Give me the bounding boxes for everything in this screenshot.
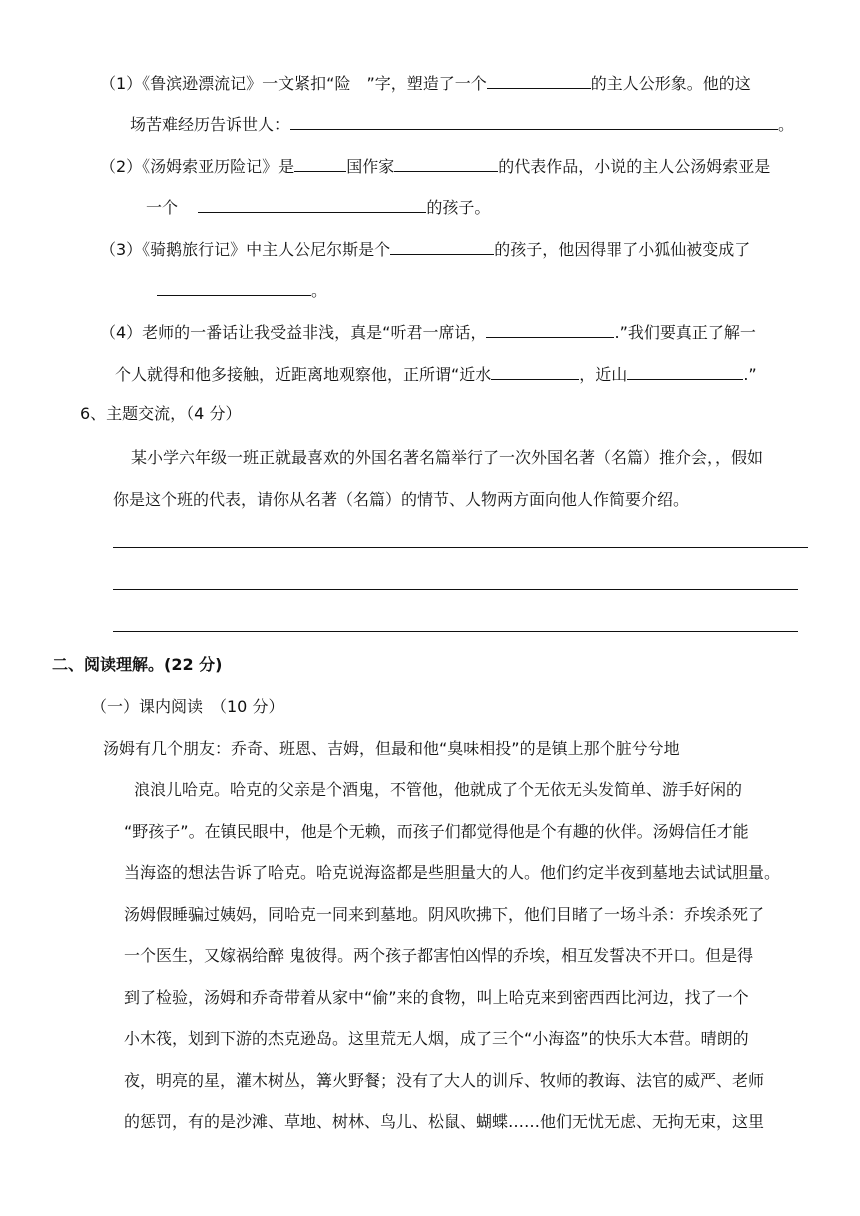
passage-line: 一个医生，又嫁祸给醉 鬼彼得。两个孩子都害怕凶悍的乔埃，相互发誓决不开口。但是得: [124, 946, 754, 965]
passage-line: 的惩罚，有的是沙滩、草地、树林、鸟儿、松鼠、蝴蝶……他们无忧无虑、无拘无束，这里: [124, 1112, 765, 1131]
q2-line-1: [100, 153, 770, 179]
q3-blank-2[interactable]: [157, 277, 311, 296]
q2-blank-1[interactable]: [294, 153, 346, 172]
answer-line-2[interactable]: [113, 589, 798, 590]
q1-blank-1[interactable]: [487, 70, 591, 89]
q4-line-2: [115, 361, 757, 387]
q2-text-c: 的代表作品，小说的主人公汤姆索亚是: [498, 157, 771, 176]
q1-blank-2[interactable]: [290, 111, 778, 130]
q2-text-d: 一个: [146, 198, 179, 217]
q2-blank-3[interactable]: [198, 194, 426, 213]
q4-text-a: （4）老师的一番话让我受益非浅，真是“听君一席话，: [100, 323, 487, 342]
q2-text-e: 的孩子。: [426, 198, 491, 217]
q3-text-c: 。: [311, 281, 328, 300]
passage-line: 夜，明亮的星，灌木树丛，篝火野餐；没有了大人的训斥、牧师的教诲、法官的威严、老师: [124, 1071, 765, 1090]
q1-line-2: [130, 111, 794, 137]
q2-blank-2[interactable]: [394, 153, 498, 172]
passage-line: “野孩子”。在镇民眼中，他是个无赖，而孩子们都觉得他是个有趣的伙伴。汤姆信任才能: [124, 822, 749, 841]
q3-blank-1[interactable]: [390, 236, 494, 255]
answer-line-3[interactable]: [113, 631, 798, 632]
q4-text-b: .”我们要真正了解一: [614, 323, 756, 342]
passage-line: 到了检验，汤姆和乔奇带着从家中“偷”来的食物，叫上哈克来到密西西比河边，找了一个: [124, 988, 749, 1007]
q2-text-b: 国作家: [346, 157, 395, 176]
section6-prompt-1: 某小学六年级一班正就最喜欢的外国名著名篇举行了一次外国名著（名篇）推介会，，假如: [131, 448, 764, 467]
q4-text-d: ，近山: [579, 365, 628, 384]
passage-line: 汤姆有几个朋友：乔奇、班恩、吉姆，但最和他“臭味相投”的是镇上那个脏兮兮地: [103, 739, 680, 758]
q4-text-c: 个人就得和他多接触，近距离地观察他，正所谓“近水: [115, 365, 492, 384]
q4-blank-3[interactable]: [627, 361, 743, 380]
passage-line: 浪浪儿哈克。哈克的父亲是个酒鬼，不管他，他就成了个无依无头发简单、游手好闲的: [134, 780, 743, 799]
q4-blank-1[interactable]: [486, 319, 614, 338]
q1-text-c: 场苦难经历告诉世人：: [130, 115, 291, 134]
q1-line-1: [100, 70, 751, 96]
q3-text-b: 的孩子，他因得罪了小狐仙被变成了: [494, 240, 751, 259]
passage-line: 当海盗的想法告诉了哈克。哈克说海盗都是些胆量大的人。他们约定半夜到墓地去试试胆量。: [124, 863, 781, 882]
q4-line-1: [100, 319, 756, 345]
section6-prompt-2: 你是这个班的代表，请你从名著（名篇）的情节、人物两方面向他人作简要介绍。: [113, 490, 690, 509]
q1-text-a: （1）《鲁滨逊漂流记》一文紧扣“险 ”字，塑造了一个: [100, 74, 487, 93]
q4-blank-2[interactable]: [491, 361, 579, 380]
q2-line-2: [146, 194, 490, 220]
passage-line: 汤姆假睡骗过姨妈，同哈克一同来到墓地。阴风吹拂下，他们目睹了一场斗杀：乔埃杀死了: [124, 905, 765, 924]
answer-line-1[interactable]: [113, 547, 808, 548]
q4-text-e: .”: [743, 365, 757, 384]
q1-text-b: 的主人公形象。他的这: [590, 74, 751, 93]
q3-line-1: [100, 236, 750, 262]
passage-line: 小木筏，划到下游的杰克逊岛。这里荒无人烟，成了三个“小海盗”的快乐大本营。晴朗的: [124, 1029, 749, 1048]
q1-text-d: 。: [778, 115, 795, 134]
q2-text-a: （2）《汤姆索亚历险记》是: [100, 157, 295, 176]
part2-title: 二、阅读理解。(22 分): [52, 655, 223, 674]
q3-line-2: [157, 277, 327, 303]
section6-title: 6、主题交流，（4 分）: [80, 404, 242, 423]
part2-subtitle: （一）课内阅读 （10 分）: [91, 697, 285, 716]
q3-text-a: （3）《骑鹅旅行记》中主人公尼尔斯是个: [100, 240, 391, 259]
